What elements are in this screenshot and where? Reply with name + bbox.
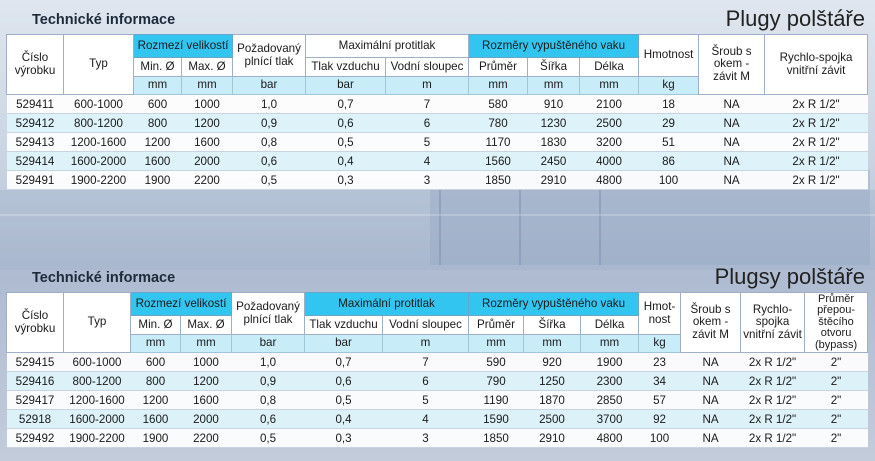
table-cell: 600-1000	[64, 353, 131, 372]
table-cell: 0,5	[232, 429, 305, 448]
unit-cell: mm	[181, 335, 232, 353]
spec-table	[6, 34, 868, 190]
section-header	[6, 6, 867, 34]
table-cell: 600	[131, 353, 181, 372]
table-cell: 600	[134, 95, 182, 114]
group-header-rozmezi: Rozmezí velikostí	[134, 35, 233, 58]
table-cell: 92	[639, 410, 681, 429]
col-header-min: Min. Ø	[131, 316, 181, 335]
table-section-plugy	[6, 6, 867, 190]
table-cell: 780	[469, 114, 528, 133]
table-cell: 1900	[134, 171, 182, 190]
table-cell: 6	[386, 114, 469, 133]
table-cell: 2x R 1/2"	[765, 95, 868, 114]
table-cell: 2200	[181, 429, 232, 448]
col-header-tlak-vzduchu: Tlak vzduchu	[306, 58, 386, 77]
table-cell: 1900-2200	[64, 171, 134, 190]
table-cell: 580	[469, 95, 528, 114]
table-cell: 0,7	[306, 95, 386, 114]
col-header-rychlospojka: Rychlo-spojka vnitřní závit	[765, 35, 868, 95]
table-cell: 2000	[182, 152, 233, 171]
table-cell: 529416	[7, 372, 64, 391]
table-cell: 2x R 1/2"	[765, 171, 868, 190]
table-cell: 590	[469, 353, 524, 372]
table-row	[7, 171, 868, 190]
table-cell: 0,4	[305, 410, 383, 429]
table-cell: 2x R 1/2"	[765, 152, 868, 171]
unit-cell: kg	[639, 77, 699, 95]
col-header-rychlospojka: Rychlo-spojka vnitřní závit	[741, 293, 805, 353]
table-body	[7, 353, 868, 448]
product-title: Plugy polštáře	[725, 6, 865, 31]
table-cell: 1900	[131, 429, 181, 448]
table-cell: 2x R 1/2"	[741, 353, 805, 372]
table-cell: NA	[681, 429, 741, 448]
table-cell: 529417	[7, 391, 64, 410]
col-header-max: Max. Ø	[182, 58, 233, 77]
table-cell: 1200	[131, 391, 181, 410]
table-cell: 1600	[131, 410, 181, 429]
table-cell: 1230	[528, 114, 580, 133]
section-header	[6, 264, 867, 292]
col-header-typ: Typ	[64, 35, 134, 95]
table-cell: 0,5	[233, 171, 306, 190]
table-cell: 529491	[7, 171, 64, 190]
table-cell: 529492	[7, 429, 64, 448]
table-cell: 2850	[581, 391, 639, 410]
col-header-hmotnost: Hmot-nost	[639, 293, 681, 335]
table-cell: 1600-2000	[64, 410, 131, 429]
table-cell: 1850	[469, 429, 524, 448]
col-header-sirka: Šířka	[524, 316, 581, 335]
table-cell: 2"	[805, 429, 868, 448]
unit-cell: m	[386, 77, 469, 95]
unit-cell: bar	[306, 77, 386, 95]
table-cell: 2x R 1/2"	[741, 372, 805, 391]
table-cell: NA	[699, 133, 765, 152]
unit-cell: mm	[528, 77, 580, 95]
col-header-max: Max. Ø	[181, 316, 232, 335]
col-header-bypass: Průměr přepou-štěcího otvoru (bypass)	[805, 293, 868, 353]
group-header-rozmezi: Rozmezí velikostí	[131, 293, 232, 316]
table-cell: 3700	[581, 410, 639, 429]
table-cell: 4800	[580, 171, 639, 190]
table-cell: 2x R 1/2"	[765, 114, 868, 133]
col-header-hmotnost: Hmotnost	[639, 35, 699, 77]
table-cell: 3	[383, 429, 469, 448]
table-cell: 1560	[469, 152, 528, 171]
table-cell: 920	[524, 353, 581, 372]
table-cell: 1900-2200	[64, 429, 131, 448]
table-cell: 1250	[524, 372, 581, 391]
table-cell: 3200	[580, 133, 639, 152]
table-row	[7, 353, 868, 372]
table-cell: 1830	[528, 133, 580, 152]
table-cell: 1000	[182, 95, 233, 114]
table-cell: 800	[131, 372, 181, 391]
col-header-delka: Délka	[580, 58, 639, 77]
group-header-rozmery: Rozměry vypuštěného vaku	[469, 293, 639, 316]
table-row	[7, 114, 868, 133]
section-title: Technické informace	[32, 12, 176, 28]
table-cell: NA	[681, 372, 741, 391]
col-header-pozadovany: Požadovaný plnící tlak	[232, 293, 305, 335]
table-cell: 0,6	[306, 114, 386, 133]
table-cell: NA	[699, 171, 765, 190]
table-cell: 0,6	[233, 152, 306, 171]
table-section-plugsy	[6, 264, 867, 448]
table-cell: NA	[699, 114, 765, 133]
unit-cell: mm	[134, 77, 182, 95]
table-cell: 1590	[469, 410, 524, 429]
table-cell: 1200-1600	[64, 391, 131, 410]
table-cell: 5	[386, 133, 469, 152]
table-cell: 2"	[805, 353, 868, 372]
table-cell: 600-1000	[64, 95, 134, 114]
table-cell: 1,0	[233, 95, 306, 114]
table-cell: 1600	[181, 391, 232, 410]
table-row	[7, 410, 868, 429]
table-cell: 1000	[181, 353, 232, 372]
table-cell: NA	[699, 152, 765, 171]
section-title: Technické informace	[32, 270, 176, 286]
table-row	[7, 133, 868, 152]
table-cell: 529412	[7, 114, 64, 133]
table-cell: 2x R 1/2"	[741, 410, 805, 429]
table-cell: 1850	[469, 171, 528, 190]
product-title: Plugsy polštáře	[714, 264, 865, 289]
table-cell: NA	[681, 353, 741, 372]
table-cell: 910	[528, 95, 580, 114]
table-cell: 0,6	[232, 410, 305, 429]
table-cell: 529414	[7, 152, 64, 171]
table-cell: 4000	[580, 152, 639, 171]
col-header-vodni-sloupec: Vodní sloupec	[386, 58, 469, 77]
table-cell: 57	[639, 391, 681, 410]
col-header-delka: Délka	[581, 316, 639, 335]
table-cell: 2x R 1/2"	[741, 391, 805, 410]
col-header-typ: Typ	[64, 293, 131, 353]
table-cell: 7	[383, 353, 469, 372]
unit-cell: mm	[580, 77, 639, 95]
table-cell: NA	[699, 95, 765, 114]
table-cell: 3	[386, 171, 469, 190]
table-cell: 0,7	[305, 353, 383, 372]
table-cell: 0,5	[305, 391, 383, 410]
table-cell: 34	[639, 372, 681, 391]
table-cell: 2910	[528, 171, 580, 190]
table-cell: 0,4	[306, 152, 386, 171]
table-cell: 5	[383, 391, 469, 410]
unit-cell: m	[383, 335, 469, 353]
table-cell: 4	[383, 410, 469, 429]
table-body	[7, 95, 868, 190]
table-cell: 2"	[805, 372, 868, 391]
col-header-prumer: Průměr	[469, 58, 528, 77]
table-cell: 2000	[181, 410, 232, 429]
table-cell: 4	[386, 152, 469, 171]
group-header-rozmery: Rozměry vypuštěného vaku	[469, 35, 639, 58]
table-cell: 0,9	[233, 114, 306, 133]
table-cell: 1600-2000	[64, 152, 134, 171]
table-row	[7, 152, 868, 171]
col-header-tlak-vzduchu: Tlak vzduchu	[305, 316, 383, 335]
table-cell: 1600	[134, 152, 182, 171]
table-cell: 23	[639, 353, 681, 372]
table-cell: 0,9	[232, 372, 305, 391]
table-cell: 800	[134, 114, 182, 133]
col-header-min: Min. Ø	[134, 58, 182, 77]
table-cell: 2"	[805, 410, 868, 429]
unit-cell: mm	[469, 77, 528, 95]
spec-table	[6, 292, 868, 448]
table-cell: 529413	[7, 133, 64, 152]
table-cell: 800-1200	[64, 114, 134, 133]
table-row	[7, 372, 868, 391]
table-cell: 1,0	[232, 353, 305, 372]
table-cell: 2450	[528, 152, 580, 171]
table-cell: 4800	[581, 429, 639, 448]
table-cell: 1200	[181, 372, 232, 391]
unit-cell: mm	[524, 335, 581, 353]
table-cell: 6	[383, 372, 469, 391]
table-cell: 7	[386, 95, 469, 114]
table-cell: 2500	[524, 410, 581, 429]
table-cell: 1190	[469, 391, 524, 410]
col-header-vodni-sloupec: Vodní sloupec	[383, 316, 469, 335]
table-cell: 2910	[524, 429, 581, 448]
table-cell: 1870	[524, 391, 581, 410]
col-header-cislo: Číslo výrobku	[7, 293, 64, 353]
table-cell: 0,8	[233, 133, 306, 152]
table-cell: NA	[681, 391, 741, 410]
table-cell: 100	[639, 429, 681, 448]
table-cell: 1200	[134, 133, 182, 152]
table-cell: 2200	[182, 171, 233, 190]
col-header-cislo: Číslo výrobku	[7, 35, 64, 95]
table-cell: 2x R 1/2"	[765, 133, 868, 152]
table-cell: 2300	[581, 372, 639, 391]
table-cell: 2"	[805, 391, 868, 410]
table-cell: 0,3	[306, 171, 386, 190]
table-cell: 1170	[469, 133, 528, 152]
table-cell: 100	[639, 171, 699, 190]
col-header-pozadovany: Požadovaný plnící tlak	[233, 35, 306, 77]
table-cell: 1200	[182, 114, 233, 133]
table-row	[7, 429, 868, 448]
table-cell: 1600	[182, 133, 233, 152]
col-header-sroub: Šroub s okem - závit M	[681, 293, 741, 353]
table-cell: 18	[639, 95, 699, 114]
table-cell: 1200-1600	[64, 133, 134, 152]
unit-cell: bar	[232, 335, 305, 353]
table-cell: 51	[639, 133, 699, 152]
table-cell: NA	[681, 410, 741, 429]
table-cell: 1900	[581, 353, 639, 372]
unit-cell: mm	[469, 335, 524, 353]
table-row	[7, 391, 868, 410]
col-header-sroub: Šroub s okem - závit M	[699, 35, 765, 95]
table-cell: 0,5	[306, 133, 386, 152]
table-row	[7, 95, 868, 114]
unit-cell: mm	[131, 335, 181, 353]
col-header-sirka: Šířka	[528, 58, 580, 77]
unit-cell: bar	[233, 77, 306, 95]
table-cell: 52918	[7, 410, 64, 429]
col-header-prumer: Průměr	[469, 316, 524, 335]
table-cell: 29	[639, 114, 699, 133]
table-cell: 790	[469, 372, 524, 391]
table-cell: 0,8	[232, 391, 305, 410]
table-cell: 529411	[7, 95, 64, 114]
unit-cell: mm	[182, 77, 233, 95]
unit-cell: bar	[305, 335, 383, 353]
table-cell: 0,6	[305, 372, 383, 391]
table-cell: 86	[639, 152, 699, 171]
table-cell: 800-1200	[64, 372, 131, 391]
table-cell: 2500	[580, 114, 639, 133]
group-header-max-protitlak: Maximální protitlak	[306, 35, 469, 58]
table-cell: 2100	[580, 95, 639, 114]
table-cell: 529415	[7, 353, 64, 372]
group-header-max-protitlak: Maximální protitlak	[305, 293, 469, 316]
table-cell: 2x R 1/2"	[741, 429, 805, 448]
unit-cell: mm	[581, 335, 639, 353]
table-cell: 0,3	[305, 429, 383, 448]
unit-cell: kg	[639, 335, 681, 353]
